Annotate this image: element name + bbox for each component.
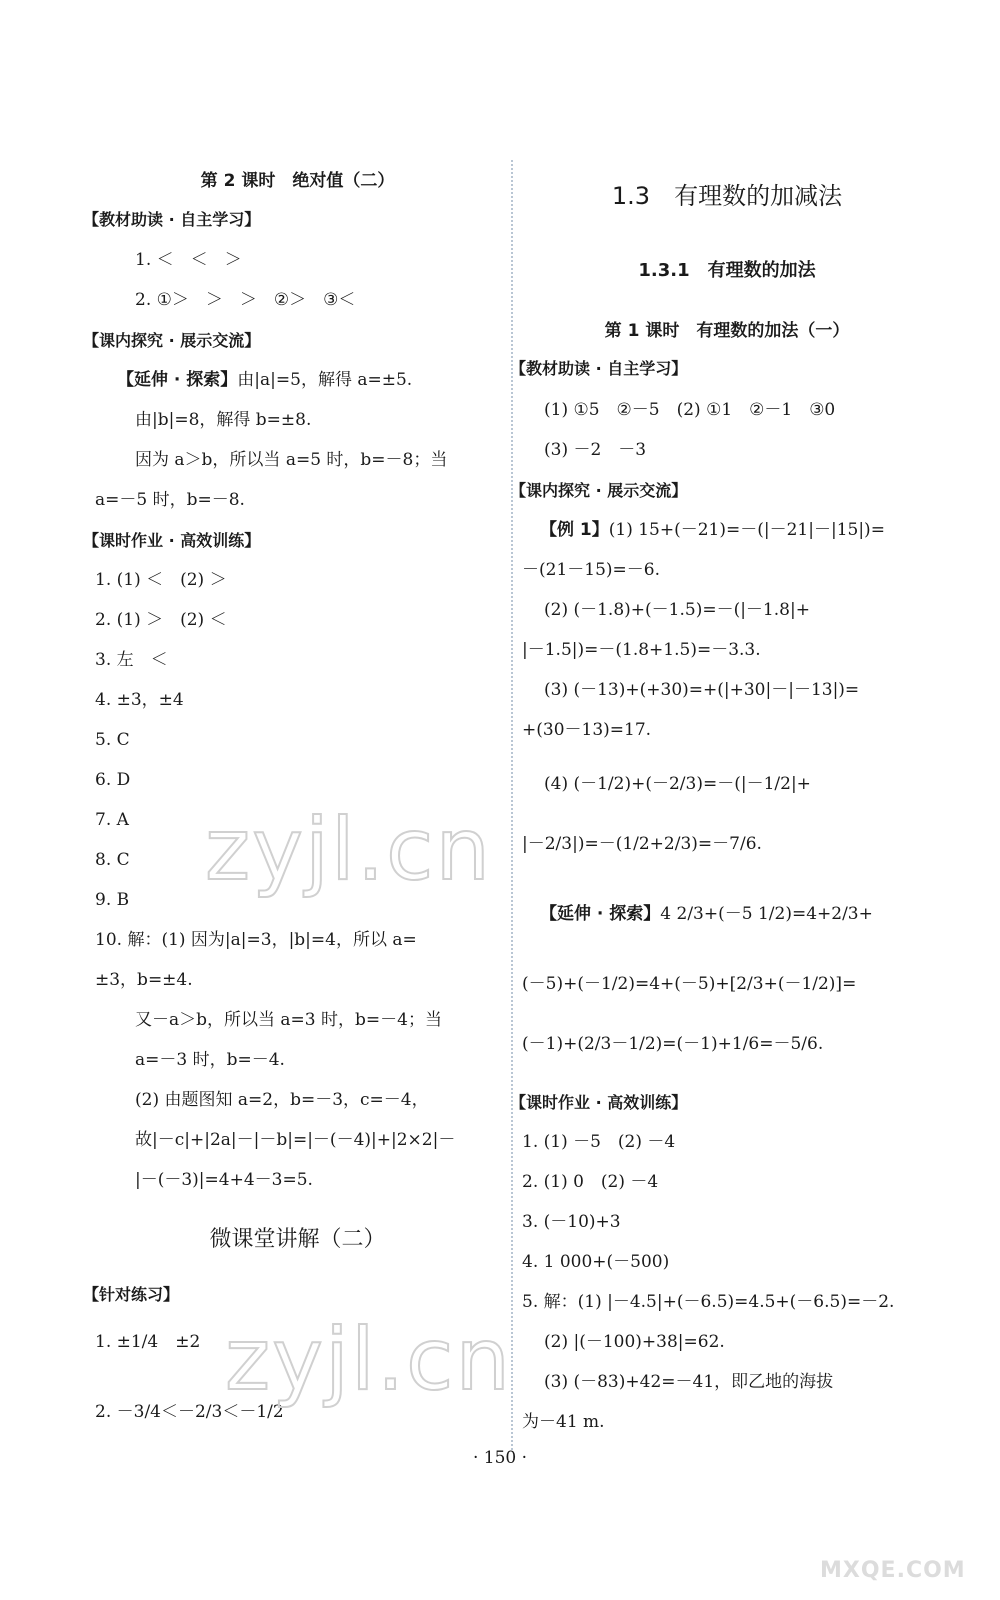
homework-answer-10-line-1: 10. 解：(1) 因为|a|=3，|b|=4，所以 a= [95, 930, 417, 950]
extension-label: 【延伸 · 探索】 [117, 370, 238, 390]
tag-class-explore: 【课内探究 · 展示交流】 [83, 331, 261, 350]
homework-answer-7: 7. A [95, 810, 129, 830]
example-1-text-1: (1) 15+(－21)=－(|－21|－|15|)= [608, 520, 885, 540]
example-1-line-3: (2) (－1.8)+(－1.5)=－(|－1.8|+ [544, 600, 810, 620]
reading-answer-2: 2. ①＞ ＞ ＞ ②＞ ③＜ [135, 290, 356, 310]
extension-line-4: a=－5 时，b=－8. [95, 490, 245, 510]
lesson-title-left: 第 2 课时 绝对值（二） [200, 171, 395, 191]
homework-answer-10-line-7: |－(－3)|=4+4－3=5. [135, 1170, 313, 1190]
extension-right-line-1 [540, 902, 873, 926]
tag-class-explore-right: 【课内探究 · 展示交流】 [510, 481, 688, 500]
example-1-line-8: |－2/3|)=－(1/2+2/3)=－7/6. [522, 834, 762, 854]
micro-lesson-title: 微课堂讲解（二） [209, 1227, 386, 1252]
tag-homework: 【课时作业 · 高效训练】 [83, 531, 261, 550]
example-1-line-6: +(30－13)=17. [522, 720, 652, 740]
reading-answer-right-1: (1) ①5 ②－5 (2) ①1 ②－1 ③0 [544, 400, 836, 420]
tag-homework-right: 【课时作业 · 高效训练】 [510, 1093, 688, 1112]
homework-answer-10-line-4: a=－3 时，b=－4. [135, 1050, 285, 1070]
homework-answer-4: 4. ±3，±4 [95, 690, 184, 710]
homework-right-answer-4: 4. 1 000+(－500) [522, 1252, 670, 1272]
homework-answer-10-line-6: 故|－c|+|2a|－|－b|=|－(－4)|+|2×2|－ [135, 1130, 456, 1150]
homework-answer-2: 2. (1) ＞ (2) ＜ [95, 610, 227, 630]
homework-right-answer-3: 3. (－10)+3 [522, 1212, 621, 1232]
homework-right-answer-2: 2. (1) 0 (2) －4 [522, 1172, 659, 1192]
homework-right-answer-5-line-3: (3) (－83)+42=－41，即乙地的海拔 [544, 1372, 834, 1392]
example-1-line-1 [540, 518, 885, 542]
homework-answer-6: 6. D [95, 770, 131, 790]
homework-right-answer-5-line-2: (2) |(－100)+38|=62. [544, 1332, 725, 1352]
example-1-line-2: －(21－15)=－6. [522, 560, 660, 580]
subsection-title: 1.3.1 有理数的加法 [638, 260, 816, 281]
extension-line-1 [117, 368, 412, 392]
lesson-title-right: 第 1 课时 有理数的加法（一） [604, 321, 850, 341]
extension-right-line-2: (－5)+(－1/2)=4+(－5)+[2/3+(－1/2)]= [522, 974, 857, 994]
homework-answer-1: 1. (1) ＜ (2) ＞ [95, 570, 227, 590]
practice-answer-1: 1. ±1/4 ±2 [95, 1332, 201, 1352]
homework-answer-9: 9. B [95, 890, 130, 910]
watermark-zyjl-2: zyjl.cn [225, 1310, 512, 1410]
example-1-line-4: |－1.5|)=－(1.8+1.5)=－3.3. [522, 640, 761, 660]
example-1-line-7: (4) (－1/2)+(－2/3)=－(|－1/2|+ [544, 774, 811, 794]
homework-answer-8: 8. C [95, 850, 130, 870]
example-1-line-5: (3) (－13)+(+30)=+(|+30|－|－13|)= [544, 680, 860, 700]
tag-textbook-reading-right: 【教材助读 · 自主学习】 [510, 359, 688, 378]
watermark-mxqe: MXQE.COM [820, 1558, 966, 1583]
homework-answer-10-line-3: 又－a＞b，所以当 a=3 时，b=－4；当 [135, 1010, 442, 1030]
homework-right-answer-5-line-4: 为－41 m. [522, 1412, 605, 1432]
extension-text-1: 由|a|=5，解得 a=±5. [237, 370, 413, 390]
homework-answer-3: 3. 左 ＜ [95, 650, 168, 670]
homework-answer-10-line-2: ±3，b=±4. [95, 970, 193, 990]
practice-answer-2: 2. －3/4＜－2/3＜－1/2 [95, 1402, 284, 1422]
watermark-zyjl-1: zyjl.cn [205, 800, 492, 900]
tag-textbook-reading: 【教材助读 · 自主学习】 [83, 210, 261, 229]
homework-answer-10-line-5: (2) 由题图知 a=2，b=－3，c=－4， [135, 1090, 429, 1110]
extension-line-2: 由|b|=8，解得 b=±8. [135, 410, 312, 430]
extension-right-line-3: (－1)+(2/3－1/2)=(－1)+1/6=－5/6. [522, 1034, 824, 1054]
reading-answer-1: 1. ＜ ＜ ＞ [135, 250, 242, 270]
tag-targeted-practice: 【针对练习】 [83, 1285, 180, 1304]
homework-right-answer-5-line-1: 5. 解：(1) |－4.5|+(－6.5)=4.5+(－6.5)=－2. [522, 1292, 895, 1312]
reading-answer-right-2: (3) －2 －3 [544, 440, 647, 460]
page-number: · 150 · [472, 1448, 528, 1468]
column-divider [511, 160, 513, 1450]
extension-line-3: 因为 a＞b，所以当 a=5 时，b=－8；当 [135, 450, 448, 470]
extension-right-label: 【延伸 · 探索】 [540, 904, 661, 924]
section-title: 1.3 有理数的加减法 [611, 182, 843, 210]
extension-right-text-1: 4 2/3+(－5 1/2)=4+2/3+ [660, 904, 873, 924]
example-1-label: 【例 1】 [540, 520, 609, 540]
homework-right-answer-1: 1. (1) －5 (2) －4 [522, 1132, 676, 1152]
homework-answer-5: 5. C [95, 730, 130, 750]
